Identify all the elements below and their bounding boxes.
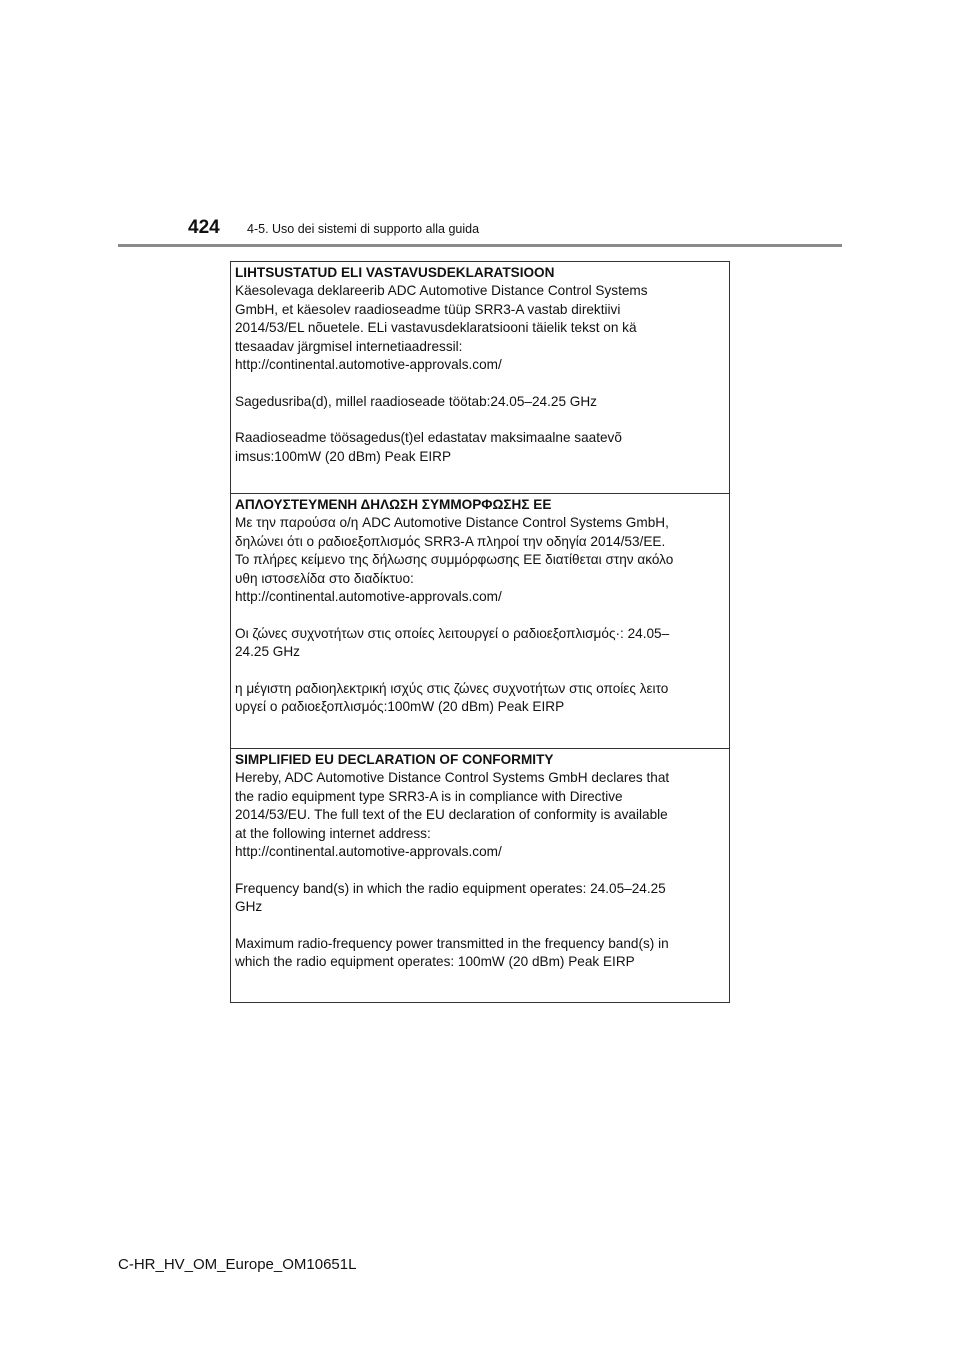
text-line: which the radio equipment operates: 100mW (20 dBm) Peak EIRP [235,954,635,969]
text-line: imsus:100mW (20 dBm) Peak EIRP [235,448,452,464]
text-line: η μέγιστη ραδιοηλεκτρική ισχύς στις ζώνες συχνοτήτων στις οποίες λειτο [235,680,669,696]
text-line: Sagedusriba(d), millel raadioseade töötab:24.05–24.25 GHz [235,393,597,409]
text-line: Frequency band(s) in which the radio equipment operates: 24.05–24.25 [235,880,666,896]
url-text: http://continental.automotive-approvals.com/ [235,589,502,604]
text-line: 2014/53/EU. The full text of the EU declaration of conformity is available [235,807,668,822]
text-line: 24.25 GHz [235,644,300,659]
power-paragraph [235,935,725,972]
text-line: Maximum radio-frequency power transmitted in the frequency band(s) in [235,935,669,951]
declaration-heading: LIHTSUSTATUD ELI VASTAVUSDEKLARATSIOON [235,265,555,280]
document-code: C-HR_HV_OM_Europe_OM10651L [118,1256,357,1273]
text-line: GmbH, et käesolev raadioseadme tüüp SRR3-A vastab direktiivi [235,301,621,317]
frequency-paragraph [235,880,725,917]
url-text: http://continental.automotive-approvals.com/ [235,844,502,859]
page-number: 424 [188,217,220,238]
text-line: Οι ζώνες συχνοτήτων στις οποίες λειτουργεί ο ραδιοεξοπλισμός·: 24.05– [235,625,670,641]
text-line: GHz [235,899,263,914]
header-divider [118,244,842,247]
power-paragraph [235,680,725,717]
text-line: Το πλήρες κείμενο της δήλωσης συμμόρφωσης ΕΕ διατίθεται στην ακόλο [235,552,674,567]
text-line: Με την παρούσα ο/η ADC Automotive Distance Control Systems GmbH, [235,515,669,530]
text-line: δηλώνει ότι ο ραδιοεξοπλισμός SRR3-A πληροί την οδηγία 2014/53/ΕΕ. [235,533,666,549]
text-line: ttesaadav järgmisel internetiaadressil: [235,338,463,354]
declaration-paragraph [235,514,725,607]
declaration-heading: SIMPLIFIED EU DECLARATION OF CONFORMITY [235,752,554,767]
url-text: http://continental.automotive-approvals.com/ [235,357,502,372]
declaration-estonian [231,262,729,494]
declaration-greek [231,494,729,749]
text-line: Raadioseadme töösagedus(t)el edastatav maksimaalne saatevõ [235,430,622,445]
text-line: the radio equipment type SRR3-A is in compliance with Directive [235,788,623,804]
declaration-heading: ΑΠΛΟΥΣΤΕΥΜΕΝΗ ΔΗΛΩΣΗ ΣΥΜΜΟΡΦΩΣΗΣ ΕΕ [235,497,552,512]
section-title: 4-5. Uso dei sistemi di supporto alla guida [247,222,480,236]
declaration-paragraph [235,769,725,862]
declaration-paragraph [235,282,725,375]
text-line: υθη ιστοσελίδα στο διαδίκτυο: [235,570,414,586]
text-line: Hereby, ADC Automotive Distance Control Systems GmbH declares that [235,770,670,785]
declaration-table [230,261,730,1003]
text-line: υργεί ο ραδιοεξοπλισμός:100mW (20 dBm) Peak EIRP [235,699,565,714]
frequency-paragraph [235,393,725,412]
text-line: at the following internet address: [235,825,431,841]
frequency-paragraph [235,625,725,662]
text-line: Käesolevaga deklareerib ADC Automotive Distance Control Systems [235,283,648,298]
text-line: 2014/53/EL nõuetele. ELi vastavusdeklaratsiooni täielik tekst on kä [235,320,637,335]
power-paragraph [235,429,725,466]
declaration-english [231,749,729,1002]
